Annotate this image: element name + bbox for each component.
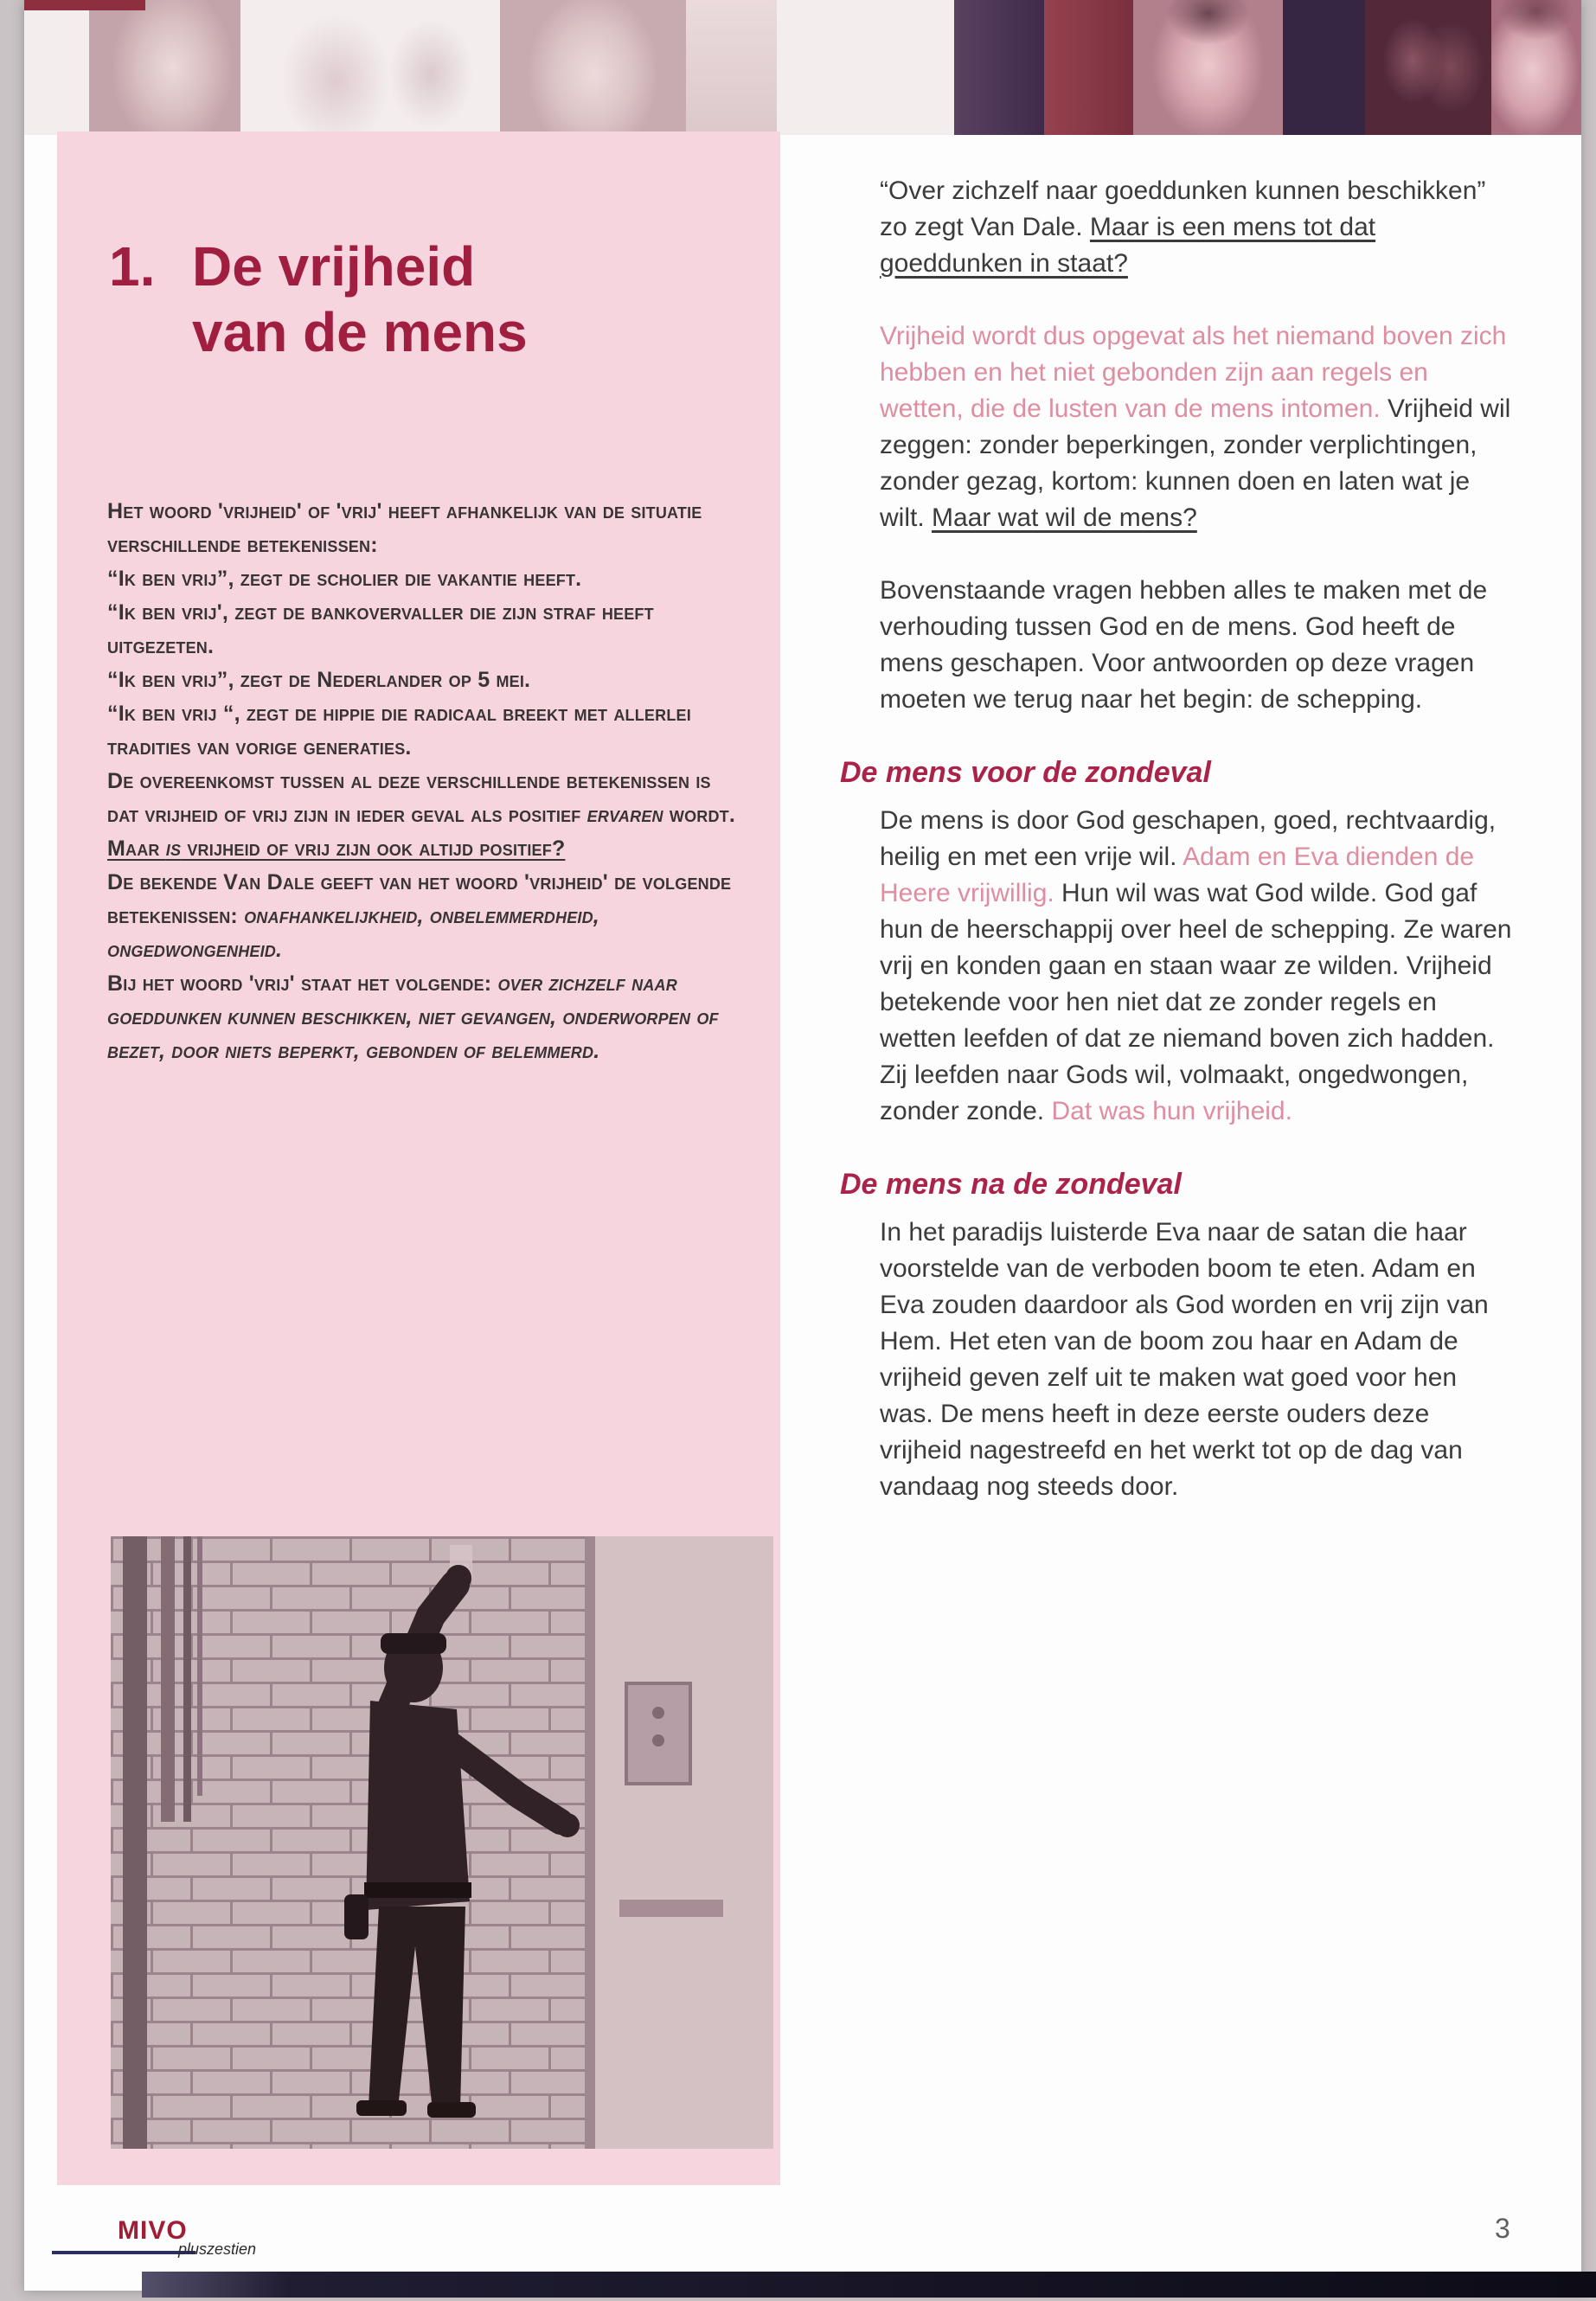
banner-couple-photo bbox=[1365, 0, 1491, 135]
scanned-page bbox=[24, 0, 1581, 2291]
banner-purple-block bbox=[954, 0, 1044, 135]
paragraph-line bbox=[107, 866, 735, 967]
text-run: De bekende Van Dale geeft van het woord 'vrijheid' de volgende betekenissen: bbox=[107, 870, 732, 928]
highlighted-text: Vrijheid wordt dus opgevat als het niemand boven zich hebben en het niet gebonden zijn aan regels en wetten, die de lusten van de mens intomen. bbox=[880, 322, 1507, 423]
banner-face-photo-1 bbox=[89, 0, 240, 135]
paragraph bbox=[840, 803, 1513, 1130]
banner-dark-purple-block bbox=[1283, 0, 1365, 135]
text-run-italic: is bbox=[165, 836, 182, 861]
banner-maroon-block bbox=[1044, 0, 1133, 135]
page-number: 3 bbox=[1495, 2213, 1510, 2244]
paragraph-line: “Ik ben vrij”, zegt de Nederlander op 5 mei. bbox=[107, 668, 531, 692]
paragraph-line: “Ik ben vrij “, zegt de hippie die radicaal breekt met allerlei tradities van vorige generaties. bbox=[107, 702, 691, 760]
chapter-title-lines bbox=[192, 234, 528, 365]
text-run: wordt. bbox=[663, 803, 736, 827]
text-run: De overeenkomst tussen al deze verschillende betekenissen is dat vrijheid of vrij zijn in ieder geval als positief bbox=[107, 769, 711, 827]
paragraph-line bbox=[107, 967, 735, 1068]
text-run: “Over zichzelf naar goeddunken kunnen beschikken” zo zegt Van Dale. bbox=[880, 176, 1486, 241]
underlined-question: Maar wat wil de mens? bbox=[932, 503, 1197, 532]
underlined-question bbox=[107, 832, 735, 866]
text-run: De mens is door God geschapen, goed, rechtvaardig, heilig en met een vrije wil. bbox=[880, 806, 1497, 871]
paragraph: Bovenstaande vragen hebben alles te maken met de verhouding tussen God en de mens. God heeft de mens geschapen. Voor antwoorden op deze vragen moeten we terug naar het begin: de schepping. bbox=[880, 576, 1488, 714]
right-text-column bbox=[840, 173, 1513, 1541]
text-run: Maar bbox=[107, 836, 166, 861]
text-run-italic: over zichzelf naar goeddunken kunnen beschikken, niet gevangen, onderworpen of bezet, door niets beperkt, gebonden of belemmerd. bbox=[107, 971, 719, 1063]
text-run-italic: onafhankelijkheid, onbelemmerdheid, ongedwongenheid. bbox=[107, 904, 599, 962]
paragraph bbox=[840, 318, 1513, 536]
chapter-title-line-1: De vrijheid bbox=[192, 235, 476, 298]
publisher-logo: MIVO bbox=[118, 2216, 188, 2245]
section-heading: De mens voor de zondeval bbox=[840, 756, 1211, 789]
chapter-title-line-2: van de mens bbox=[192, 301, 528, 363]
banner-face-photo-3 bbox=[686, 0, 777, 135]
chapter-number: 1. bbox=[109, 235, 156, 298]
police-officer-photo bbox=[111, 1536, 773, 2149]
top-left-red-strip bbox=[24, 0, 145, 10]
underlined-question: Maar is een mens tot dat goeddunken in staat? bbox=[880, 213, 1376, 278]
left-column-text bbox=[107, 495, 735, 1068]
duotone-wash bbox=[111, 1536, 773, 2149]
paragraph-line: Het woord 'vrijheid' of 'vrij' heeft afhankelijk van de situatie verschillende betekenissen: bbox=[107, 499, 702, 557]
paragraph: In het paradijs luisterde Eva naar de satan die haar voorstelde van de verboden boom te eten. Adam en Eva zouden daardoor als God worden en vrij zijn van Hem. Het eten van de boom zou haar en Adam de vrijheid geven zelf uit te maken wat goed voor hen was. De mens heeft in deze eerste ouders deze vrijheid nagestreefd en het werkt tot op de dag van vandaag nog steeds door. bbox=[880, 1218, 1489, 1501]
paragraph bbox=[840, 173, 1513, 282]
top-photo-strip bbox=[24, 0, 1581, 135]
paragraph-line bbox=[107, 765, 735, 832]
chapter-title bbox=[109, 234, 780, 365]
highlighted-text: Adam en Eva dienden de Heere vrijwillig. bbox=[880, 843, 1475, 907]
bottom-dark-bar bbox=[142, 2272, 1596, 2298]
text-run: Vrijheid wil zeggen: zonder beperkingen, zonder verplichtingen, zonder gezag, kortom: kunnen doen en laten wat je wilt. bbox=[880, 394, 1511, 532]
banner-face-photo-4 bbox=[1133, 0, 1283, 135]
banner-face-photo-5 bbox=[1491, 0, 1581, 135]
left-pink-panel bbox=[57, 131, 780, 2185]
text-run: Bij het woord 'vrij' staat het volgende: bbox=[107, 971, 498, 996]
banner-face-photo-2 bbox=[500, 0, 686, 135]
logo-underline bbox=[52, 2251, 195, 2254]
text-run: Hun wil was wat God wilde. God gaf hun de heerschappij over heel de schepping. Ze waren vrij en konden gaan en staan waar ze wilden. Vrijheid betekende voor hen niet dat ze zonder regels en wetten leefden of dat ze niemand boven zich hadden. Zij leefden naar Gods wil, volmaakt, ongedwongen, zonder zonde. bbox=[880, 879, 1512, 1125]
section-heading: De mens na de zondeval bbox=[840, 1168, 1182, 1201]
publisher-logo-subtext: pluszestien bbox=[178, 2240, 257, 2258]
paragraph-line: “Ik ben vrij', zegt de bankovervaller die zijn straf heeft uitgezeten. bbox=[107, 600, 654, 658]
text-run-italic: ervaren bbox=[586, 803, 663, 827]
text-run: vrijheid of vrij zijn ook altijd positief? bbox=[181, 836, 566, 861]
highlighted-text: Dat was hun vrijheid. bbox=[1051, 1097, 1292, 1125]
paragraph-line: “Ik ben vrij”, zegt de scholier die vakantie heeft. bbox=[107, 567, 582, 591]
